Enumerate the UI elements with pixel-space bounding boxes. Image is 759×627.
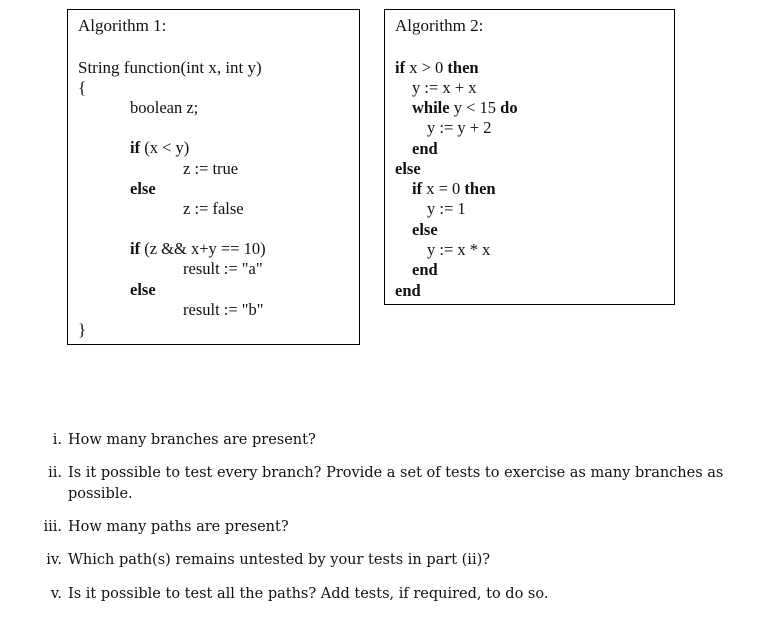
y-mult-line: y := x * x bbox=[427, 240, 491, 259]
question-number: v. bbox=[50, 586, 62, 602]
while-keyword: while bbox=[412, 98, 450, 117]
if-keyword: if bbox=[395, 58, 406, 77]
question-text: How many paths are present? bbox=[68, 519, 289, 535]
open-brace: { bbox=[78, 78, 87, 97]
assign-false-line: z := false bbox=[183, 199, 244, 218]
end3-line: end bbox=[395, 281, 421, 300]
else1-line: else bbox=[130, 179, 156, 198]
while-condition: y < 15 bbox=[449, 98, 501, 117]
question-text: How many branches are present? bbox=[68, 432, 316, 448]
end2-line: end bbox=[412, 260, 438, 279]
if-keyword: if bbox=[130, 239, 141, 258]
question-text: Is it possible to test all the paths? Add tests, if required, to do so. bbox=[68, 586, 549, 602]
function-signature: String function(int x, int y) bbox=[78, 58, 262, 77]
question-ii bbox=[38, 463, 723, 483]
else1-line: else bbox=[395, 159, 421, 178]
decl-line: boolean z; bbox=[130, 98, 199, 117]
y-double-line: y := x + x bbox=[412, 78, 477, 97]
question-number: iii. bbox=[43, 519, 62, 535]
y-increment-line: y := y + 2 bbox=[427, 118, 492, 137]
assign-true-line: z := true bbox=[183, 159, 239, 178]
question-v bbox=[38, 584, 548, 604]
question-ii-continuation: possible. bbox=[68, 486, 133, 502]
else2-line: else bbox=[412, 220, 438, 239]
if1-condition: (x < y) bbox=[140, 138, 190, 157]
then-keyword: then bbox=[464, 179, 496, 198]
algorithm-1-title: Algorithm 1: bbox=[78, 16, 167, 35]
then-keyword: then bbox=[447, 58, 479, 77]
close-brace: } bbox=[78, 320, 87, 339]
if1-line bbox=[130, 138, 189, 158]
if1-condition: x > 0 bbox=[405, 58, 448, 77]
result-a-line: result := "a" bbox=[183, 259, 263, 278]
if2-condition: (z && x+y == 10) bbox=[140, 239, 266, 258]
question-iii bbox=[38, 517, 289, 537]
if2-line bbox=[130, 239, 266, 259]
algorithm-2-box bbox=[384, 9, 675, 305]
algorithm-1-box bbox=[67, 9, 360, 345]
while-line bbox=[412, 98, 518, 118]
question-number: ii. bbox=[48, 465, 62, 481]
question-iv bbox=[38, 550, 490, 570]
algorithm-2-title: Algorithm 2: bbox=[395, 16, 484, 35]
end1-line: end bbox=[412, 139, 438, 158]
do-keyword: do bbox=[500, 98, 518, 117]
question-text: Which path(s) remains untested by your tests in part (ii)? bbox=[68, 552, 491, 568]
if-keyword: if bbox=[412, 179, 423, 198]
if2-condition: x = 0 bbox=[422, 179, 465, 198]
if2-line bbox=[412, 179, 496, 199]
question-i bbox=[38, 430, 316, 450]
if-keyword: if bbox=[130, 138, 141, 157]
question-number: iv. bbox=[46, 552, 62, 568]
question-number: i. bbox=[52, 432, 62, 448]
else2-line: else bbox=[130, 280, 156, 299]
if1-line bbox=[395, 58, 479, 78]
y-one-line: y := 1 bbox=[427, 199, 466, 218]
result-b-line: result := "b" bbox=[183, 300, 264, 319]
question-text: Is it possible to test every branch? Provide a set of tests to exercise as many branches as bbox=[68, 465, 724, 481]
